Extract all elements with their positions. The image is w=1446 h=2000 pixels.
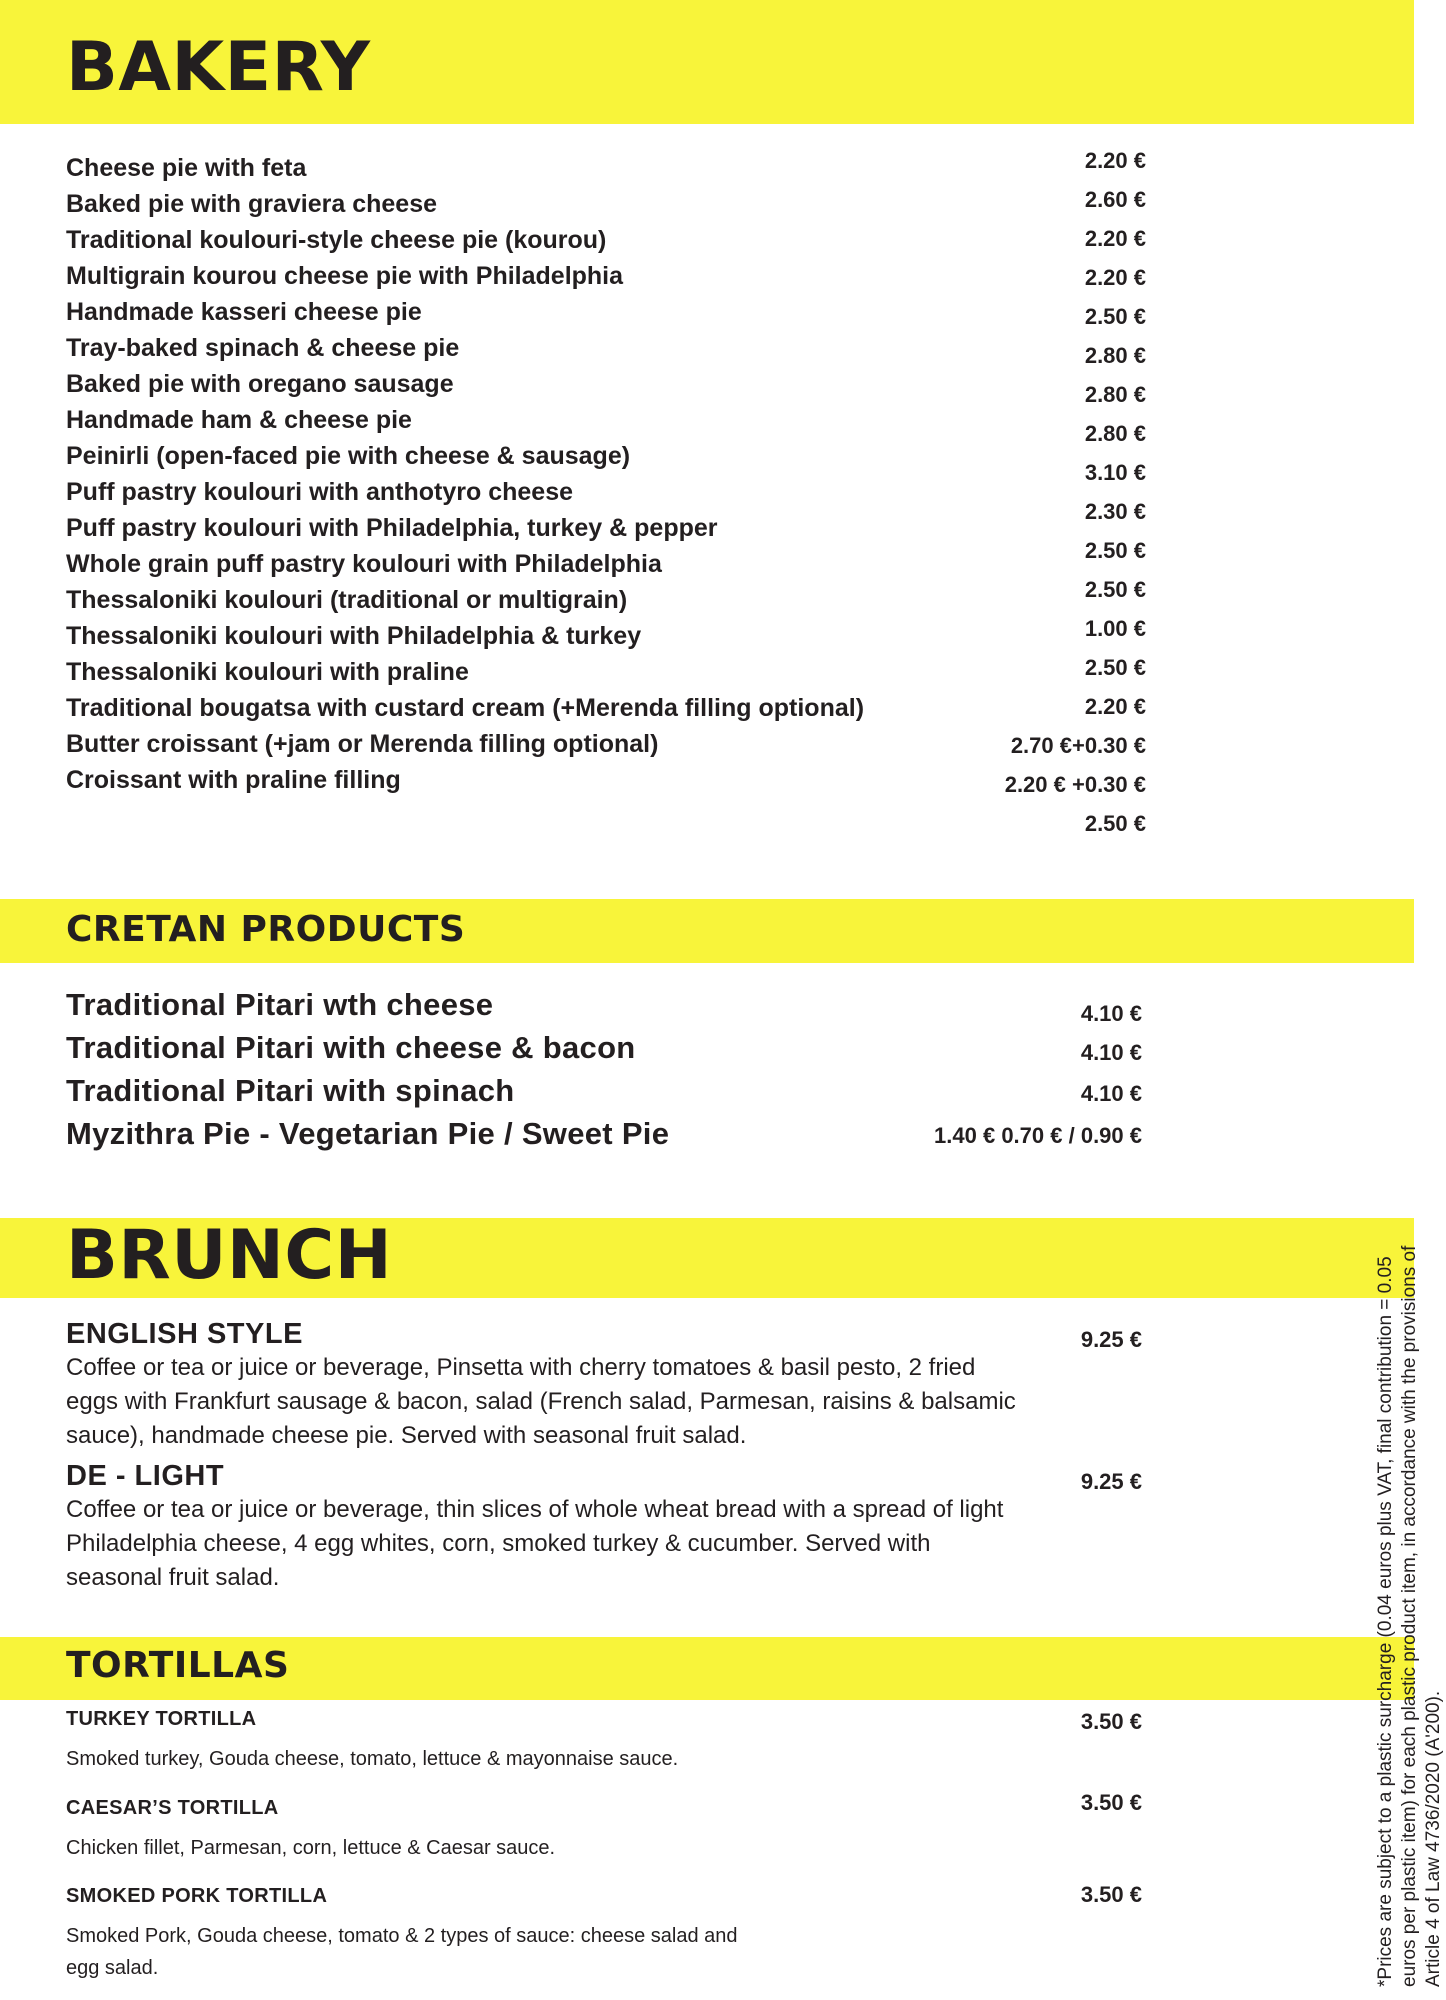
- tortilla-item-name: SMOKED PORK TORTILLA: [66, 1885, 328, 1907]
- menu-item-name: Thessaloniki koulouri with Philadelphia & turkey: [66, 622, 642, 650]
- menu-item-name: Thessaloniki koulouri with praline: [66, 658, 469, 686]
- tortilla-item-price: 3.50 €: [1080, 1709, 1142, 1734]
- menu-item-name: Traditional bougatsa with custard cream (+Merenda filling optional): [66, 694, 865, 722]
- menu-item-name: Cheese pie with feta: [66, 154, 307, 182]
- menu-item-price: 2.50 €: [1084, 811, 1146, 836]
- brunch-item-name: DE - LIGHT: [66, 1460, 225, 1492]
- menu-item-price: 1.40 € 0.70 € / 0.90 €: [934, 1123, 1142, 1148]
- menu-item-name: Puff pastry koulouri with Philadelphia, turkey & pepper: [66, 514, 718, 542]
- menu-item-name: Traditional Pitari with cheese & bacon: [66, 1030, 636, 1065]
- menu-item-price: 4.10 €: [1080, 1040, 1142, 1065]
- menu-item-price: 3.10 €: [1084, 460, 1146, 485]
- menu-item-price: 2.20 €: [1084, 226, 1146, 251]
- tortillas-header-band: [0, 1637, 1414, 1700]
- bakery-header-band: [0, 0, 1414, 124]
- menu-item-name: Thessaloniki koulouri (traditional or multigrain): [66, 586, 628, 614]
- menu-item-price: 2.70 €+0.30 €: [1010, 733, 1146, 758]
- tortilla-item-description: Chicken fillet, Parmesan, corn, lettuce & Caesar sauce.: [66, 1837, 556, 1859]
- tortilla-item-price: 3.50 €: [1080, 1882, 1142, 1907]
- menu-item-name: Peinirli (open-faced pie with cheese & sausage): [66, 442, 631, 470]
- brunch-header-band: [0, 1218, 1414, 1298]
- menu-item-price: 2.80 €: [1084, 382, 1146, 407]
- menu-item-price: 2.50 €: [1084, 577, 1146, 602]
- tortilla-item: [66, 1708, 886, 1775]
- brunch-item-description: Coffee or tea or juice or beverage, thin slices of whole wheat bread with a spread of light Philadelphia cheese, 4 egg whites, corn, smoked turkey & cucumber. Served with seasonal fruit salad.: [66, 1496, 1004, 1591]
- menu-item-price: 2.80 €: [1084, 421, 1146, 446]
- menu-item-price: 2.20 €: [1084, 148, 1146, 173]
- menu-item-price: 2.20 € +0.30 €: [1004, 772, 1146, 797]
- menu-item-price: 2.20 €: [1084, 694, 1146, 719]
- menu-item-price: 2.60 €: [1084, 187, 1146, 212]
- menu-item-name: Handmade kasseri cheese pie: [66, 298, 422, 326]
- brunch-item-price: 9.25 €: [1080, 1469, 1142, 1494]
- menu-item-name: Croissant with praline filling: [66, 766, 401, 794]
- menu-item-name: Myzithra Pie - Vegetarian Pie / Sweet Pie: [66, 1116, 670, 1151]
- menu-item-name: Traditional Pitari wth cheese: [66, 987, 494, 1022]
- bakery-title: BAKERY: [66, 28, 371, 107]
- menu-item-price: 1.00 €: [1084, 616, 1146, 641]
- plastic-surcharge-footnote: *Prices are subject to a plastic surcharge (0.04 euros plus VAT, final contribution = 0.05 euros per plastic item) for each plastic product item, in accordance with the provisions of Article 4 of Law 4736/2020 (A'200).: [1375, 1245, 1444, 1987]
- tortillas-title: TORTILLAS: [66, 1645, 290, 1686]
- tortilla-item-price: 3.50 €: [1080, 1790, 1142, 1815]
- cretan-title: CRETAN PRODUCTS: [66, 909, 466, 950]
- brunch-item-name: ENGLISH STYLE: [66, 1318, 303, 1350]
- bakery-item-list: [66, 150, 864, 798]
- bakery-price-list: [1005, 141, 1146, 843]
- cretan-price-list: [934, 994, 1142, 1156]
- brunch-item: [66, 1318, 1026, 1453]
- menu-item-name: Puff pastry koulouri with anthotyro cheese: [66, 478, 574, 506]
- menu-item-name: Traditional Pitari with spinach: [66, 1073, 515, 1108]
- menu-item-name: Baked pie with graviera cheese: [66, 190, 438, 218]
- tortilla-item: [66, 1797, 886, 1864]
- menu-item-price: 4.10 €: [1080, 1001, 1142, 1026]
- tortilla-item-description: Smoked Pork, Gouda cheese, tomato & 2 types of sauce: cheese salad and egg salad.: [66, 1925, 738, 1979]
- tortilla-item: [66, 1885, 886, 1984]
- menu-item-price: 2.50 €: [1084, 538, 1146, 563]
- menu-item-name: Traditional koulouri-style cheese pie (kourou): [66, 226, 607, 254]
- brunch-title: BRUNCH: [66, 1216, 393, 1295]
- menu-item-name: Baked pie with oregano sausage: [66, 370, 454, 398]
- menu-item-price: 2.50 €: [1084, 655, 1146, 680]
- tortilla-item-name: TURKEY TORTILLA: [66, 1708, 257, 1730]
- brunch-item: [66, 1460, 1026, 1595]
- cretan-header-band: [0, 899, 1414, 963]
- menu-item-price: 2.20 €: [1084, 265, 1146, 290]
- brunch-item-price: 9.25 €: [1080, 1327, 1142, 1352]
- menu-item-price: 2.80 €: [1084, 343, 1146, 368]
- menu-item-name: Multigrain kourou cheese pie with Philadelphia: [66, 262, 624, 290]
- menu-item-price: 2.30 €: [1084, 499, 1146, 524]
- menu-item-price: 2.50 €: [1084, 304, 1146, 329]
- menu-item-name: Whole grain puff pastry koulouri with Philadelphia: [66, 550, 662, 578]
- tortilla-item-name: CAESAR’S TORTILLA: [66, 1797, 279, 1819]
- brunch-item-description: Coffee or tea or juice or beverage, Pinsetta with cherry tomatoes & basil pesto, 2 fried eggs with Frankfurt sausage & bacon, salad (French salad, Parmesan, raisins & balsamic sauce), handmade cheese pie. Served with seasonal fruit salad.: [66, 1354, 1016, 1449]
- menu-item-name: Handmade ham & cheese pie: [66, 406, 412, 434]
- cretan-item-list: [66, 983, 669, 1155]
- menu-item-name: Butter croissant (+jam or Merenda filling optional): [66, 730, 659, 758]
- tortilla-item-description: Smoked turkey, Gouda cheese, tomato, lettuce & mayonnaise sauce.: [66, 1748, 679, 1770]
- menu-item-name: Tray-baked spinach & cheese pie: [66, 334, 460, 362]
- menu-item-price: 4.10 €: [1080, 1081, 1142, 1106]
